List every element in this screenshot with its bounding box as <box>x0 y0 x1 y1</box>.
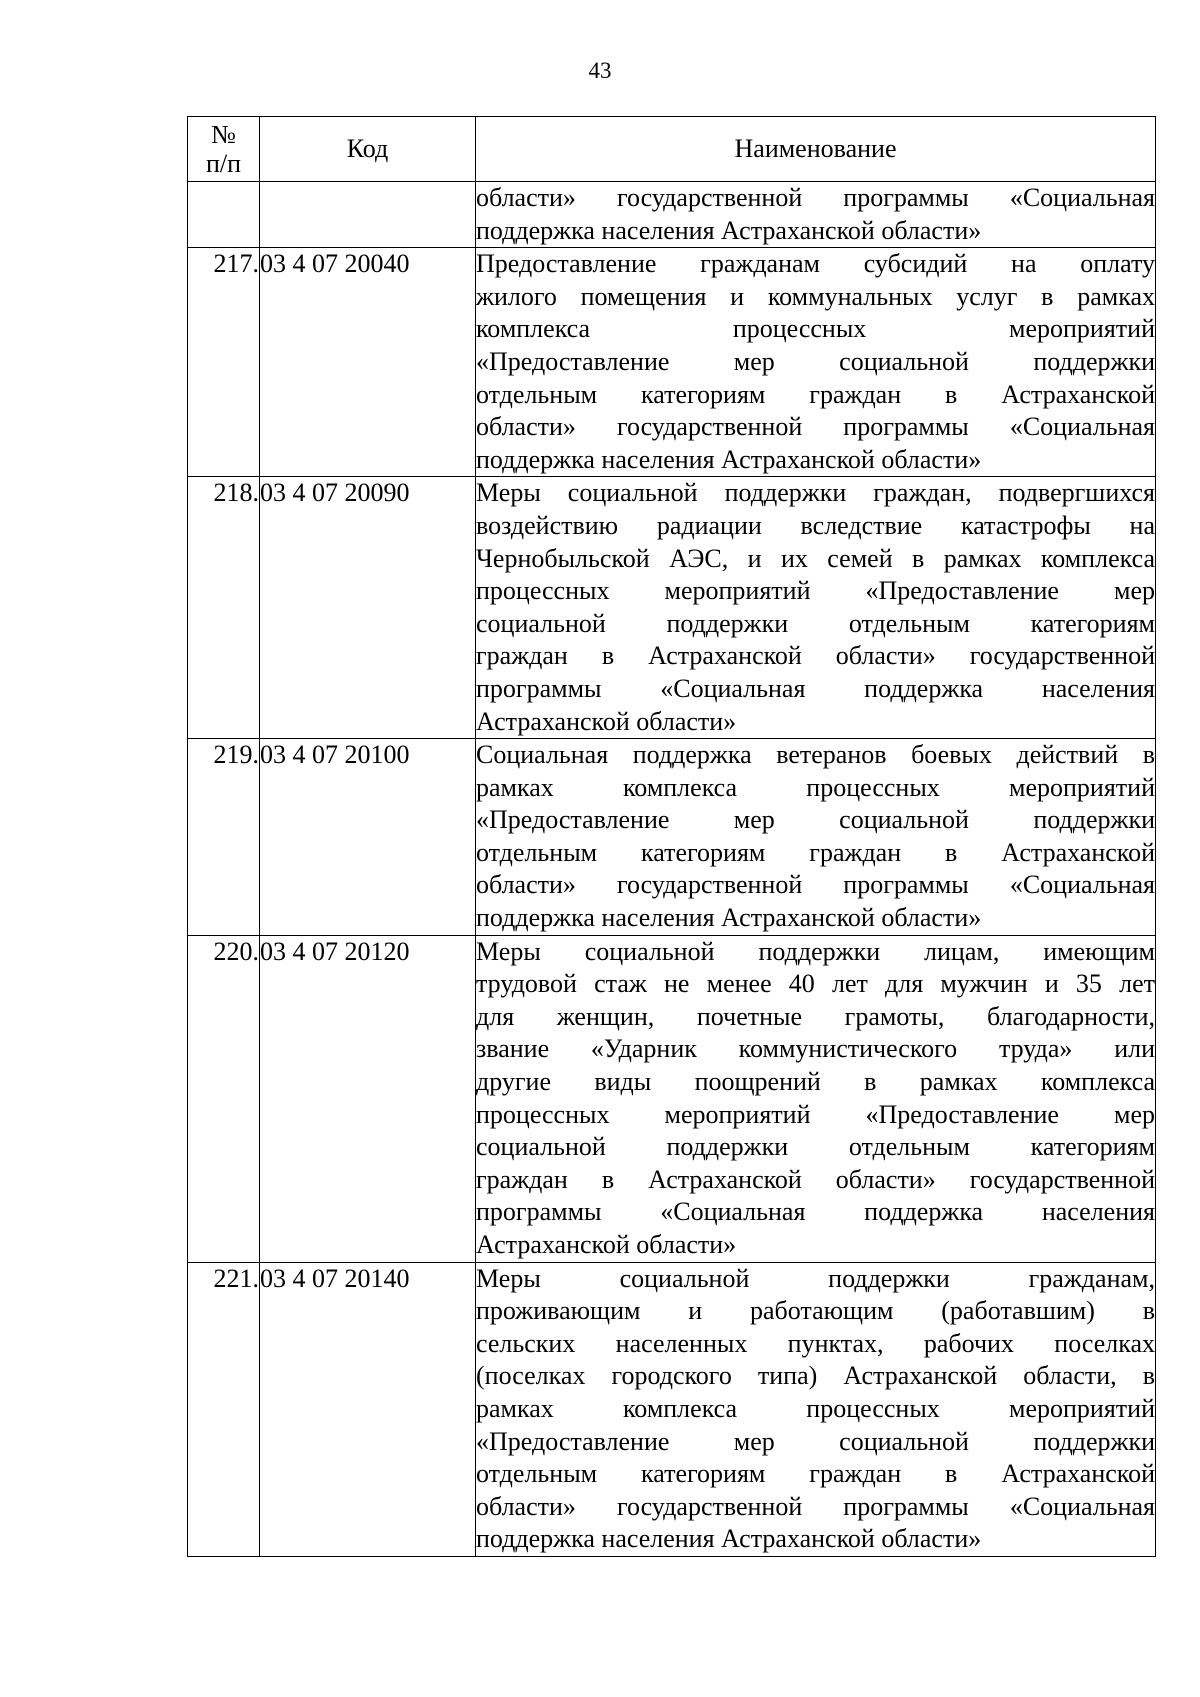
registry-table <box>187 116 1156 1557</box>
name-line: жилого помещения и коммунальных услуг в рамках <box>476 281 1155 311</box>
name-line: «Предоставление мер социальной поддержки <box>476 346 1155 376</box>
name-line: Астраханской области» <box>476 1230 737 1259</box>
table-row <box>188 182 1156 248</box>
header-name: Наименование <box>476 117 1156 182</box>
name-line: Чернобыльской АЭС, и их семей в рамках комплекса <box>476 543 1155 573</box>
name-line: социальной поддержки отдельным категориям <box>476 608 1155 638</box>
name-line: отдельным категориям граждан в Астраханской <box>476 1459 1155 1489</box>
row-name <box>476 477 1156 739</box>
name-line: для женщин, почетные грамоты, благодарности, <box>476 1001 1155 1031</box>
name-line: «Предоставление мер социальной поддержки <box>476 1426 1155 1456</box>
row-code: 03 4 07 20100 <box>260 739 476 936</box>
table-row <box>188 248 1156 477</box>
row-num: 217. <box>188 248 260 477</box>
row-name <box>476 1262 1156 1556</box>
name-line: области» государственной программы «Социальная <box>476 1491 1155 1521</box>
name-line: отдельным категориям граждан в Астраханской <box>476 837 1155 867</box>
name-line: Социальная поддержка ветеранов боевых действий в <box>476 740 1155 770</box>
name-line: сельских населенных пунктах, рабочих поселках <box>476 1328 1155 1358</box>
name-line: другие виды поощрений в рамках комплекса <box>476 1067 1155 1097</box>
name-line: звание «Ударник коммунистического труда» или <box>476 1034 1155 1064</box>
row-name <box>476 935 1156 1262</box>
row-name <box>476 739 1156 936</box>
table-row <box>188 935 1156 1262</box>
row-num <box>188 182 260 248</box>
name-line: Предоставление гражданам субсидий на оплату <box>476 249 1155 279</box>
row-num: 220. <box>188 935 260 1262</box>
name-line: поддержка населения Астраханской области» <box>476 903 982 933</box>
name-line: процессных мероприятий «Предоставление мер <box>476 576 1155 606</box>
name-line: области» государственной программы «Социальная <box>476 412 1155 442</box>
name-line: граждан в Астраханской области» государственной <box>476 1164 1155 1194</box>
name-line: Меры социальной поддержки граждан, подвергшихся <box>476 478 1155 508</box>
name-line: (поселках городского типа) Астраханской области, в <box>476 1361 1155 1391</box>
name-line: воздействию радиации вследствие катастрофы на <box>476 510 1155 540</box>
row-code <box>260 182 476 248</box>
name-line: поддержка населения Астраханской области» <box>476 444 982 474</box>
page-number: 43 <box>588 58 612 83</box>
name-line: программы «Социальная поддержка населения <box>476 1197 1155 1227</box>
row-name <box>476 182 1156 248</box>
table-row <box>188 1262 1156 1556</box>
row-code: 03 4 07 20040 <box>260 248 476 477</box>
name-line: отдельным категориям граждан в Астраханской <box>476 379 1155 409</box>
table-header-row <box>188 117 1156 182</box>
name-line: социальной поддержки отдельным категориям <box>476 1132 1155 1162</box>
table-row <box>188 477 1156 739</box>
row-code: 03 4 07 20120 <box>260 935 476 1262</box>
row-name <box>476 248 1156 477</box>
header-num-line1: № <box>211 120 236 149</box>
table-row <box>188 739 1156 936</box>
name-line: поддержка населения Астраханской области» <box>476 215 982 245</box>
name-line: граждан в Астраханской области» государственной <box>476 641 1155 671</box>
name-line: Меры социальной поддержки лицам, имеющим <box>476 936 1155 966</box>
name-line: программы «Социальная поддержка населения <box>476 673 1155 703</box>
name-line: области» государственной программы «Социальная <box>476 183 1155 212</box>
name-line: рамках комплекса процессных мероприятий <box>476 1393 1155 1423</box>
name-line: поддержка населения Астраханской области» <box>476 1524 982 1554</box>
header-num-line2: п/п <box>205 149 242 178</box>
name-line: процессных мероприятий «Предоставление мер <box>476 1099 1155 1129</box>
header-num <box>188 117 260 182</box>
row-code: 03 4 07 20140 <box>260 1262 476 1556</box>
name-line: проживающим и работающим (работавшим) в <box>476 1296 1155 1326</box>
name-line: Астраханской области» <box>476 706 737 736</box>
name-line: «Предоставление мер социальной поддержки <box>476 805 1155 835</box>
row-num: 219. <box>188 739 260 936</box>
name-line: Меры социальной поддержки гражданам, <box>476 1263 1155 1293</box>
name-line: трудовой стаж не менее 40 лет для мужчин и 35 лет <box>476 969 1155 999</box>
row-num: 218. <box>188 477 260 739</box>
name-line: комплекса процессных мероприятий <box>476 314 1155 344</box>
name-line: рамках комплекса процессных мероприятий <box>476 772 1155 802</box>
name-line: области» государственной программы «Социальная <box>476 870 1155 900</box>
row-code: 03 4 07 20090 <box>260 477 476 739</box>
header-code: Код <box>260 117 476 182</box>
table-body <box>188 182 1156 1557</box>
row-num: 221. <box>188 1262 260 1556</box>
